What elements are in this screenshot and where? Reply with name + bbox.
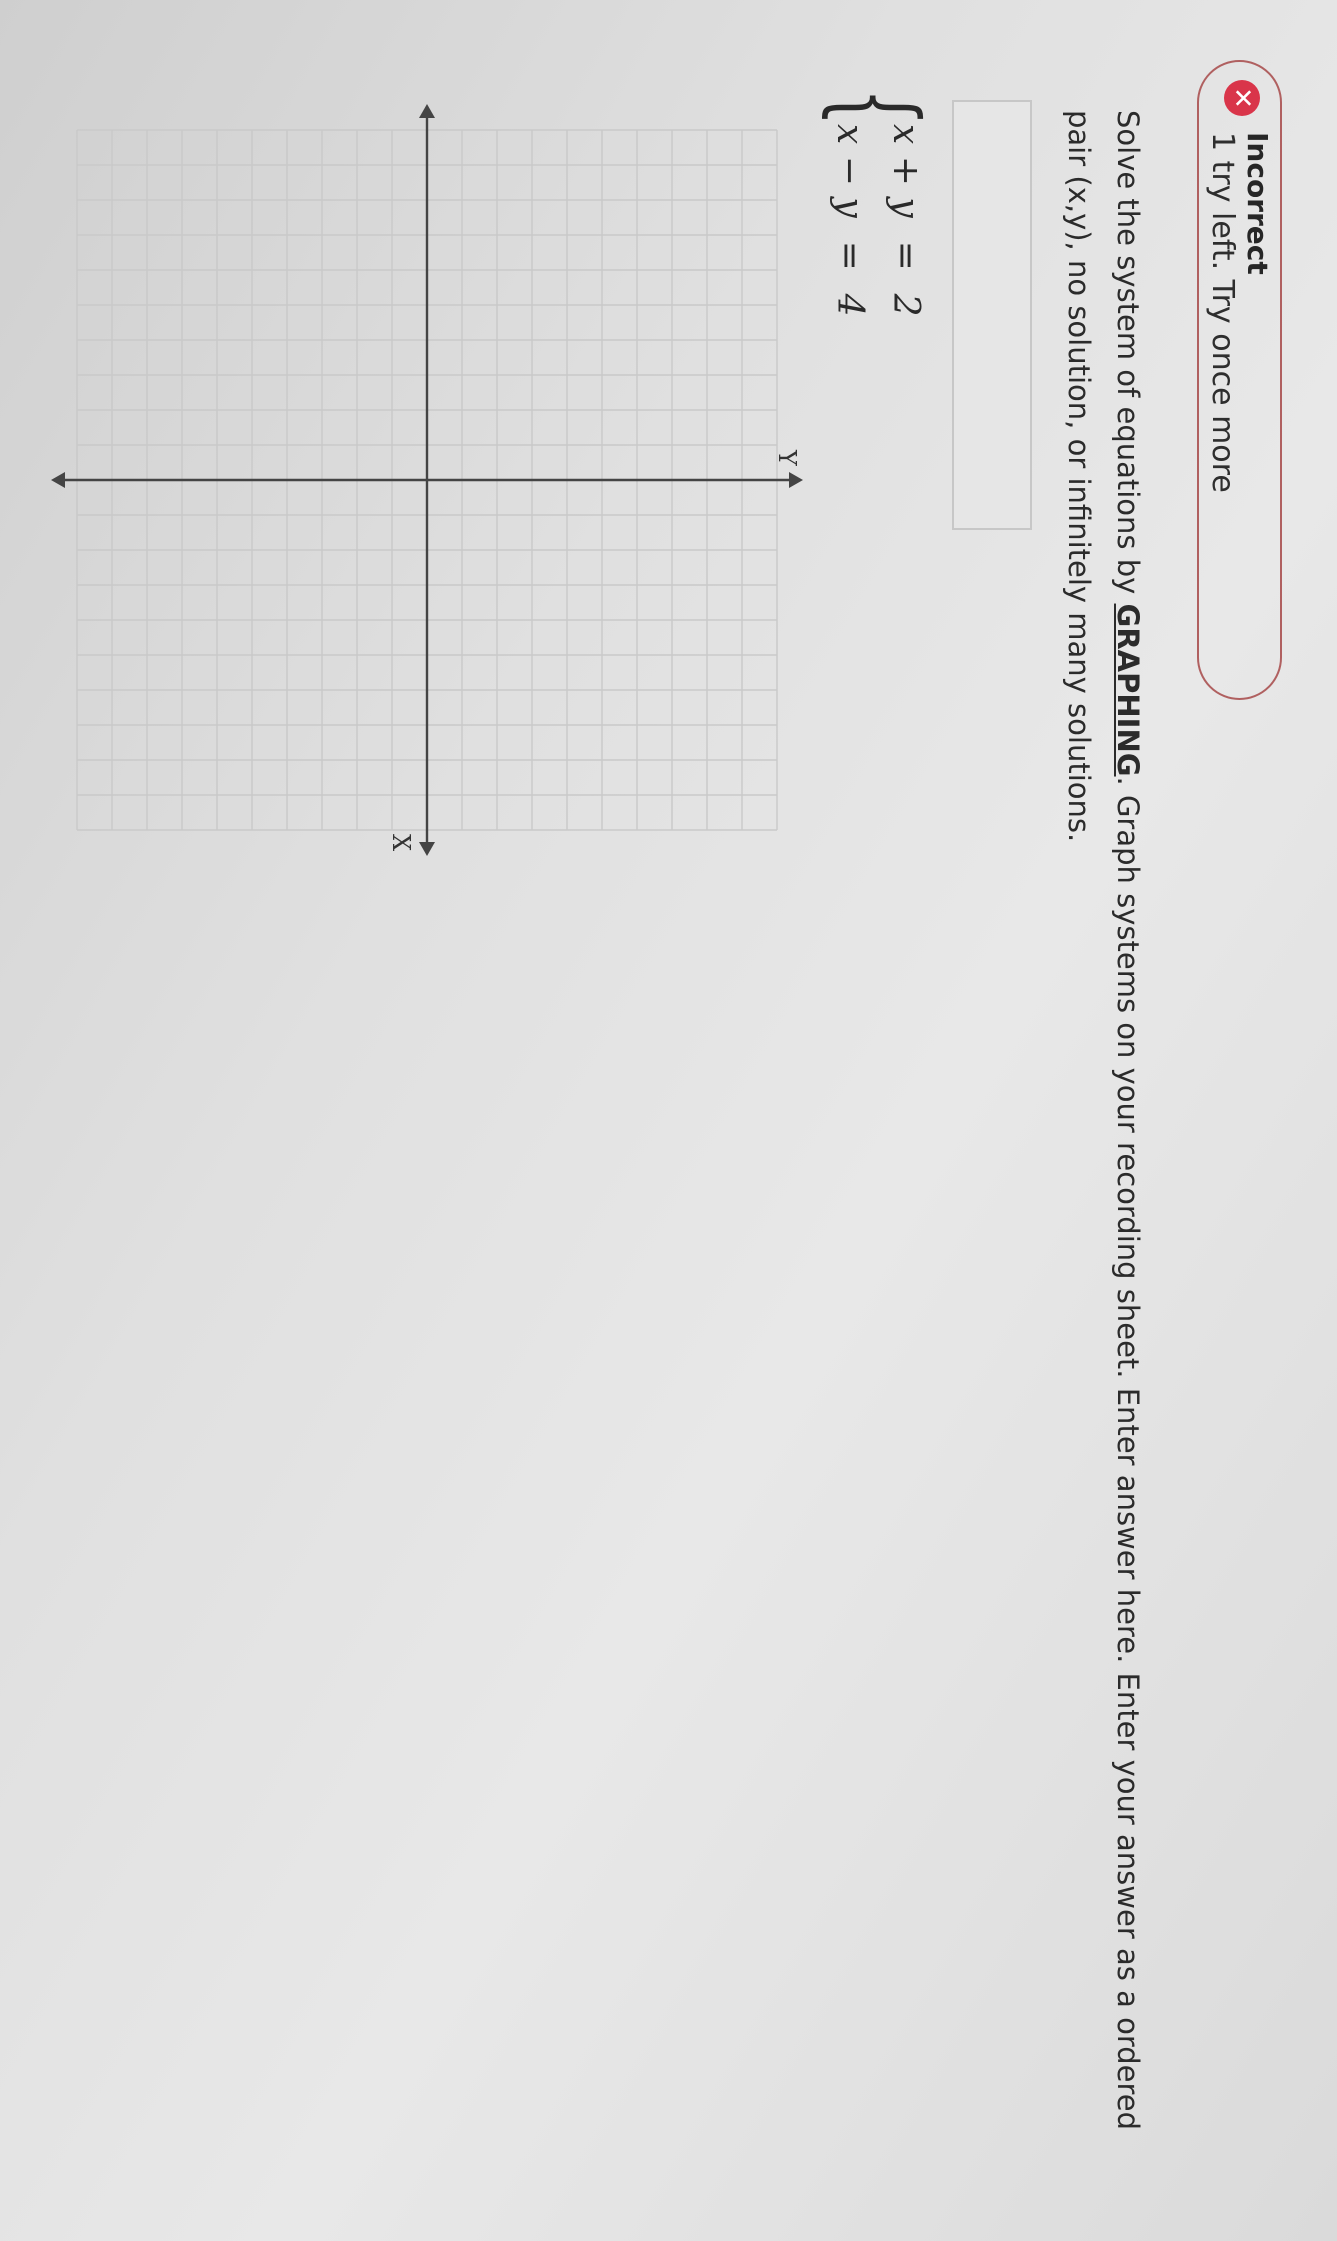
x-circle-icon: ✕ xyxy=(1224,80,1260,116)
x-axis-arrow-right xyxy=(419,842,435,856)
feedback-subtitle: 1 try left. Try once more xyxy=(1205,132,1240,493)
answer-input[interactable] xyxy=(952,100,1032,530)
equation-system xyxy=(812,88,942,348)
equation-1: x + y = 2 xyxy=(885,124,926,317)
instructions-part-1: Solve the system of equations by xyxy=(1111,110,1145,604)
y-axis-arrow-up xyxy=(789,472,803,488)
feedback-title: Incorrect xyxy=(1241,132,1274,275)
question-instructions xyxy=(1054,110,1152,2160)
instructions-emphasis: GRAPHING xyxy=(1111,603,1145,777)
y-axis-arrow-down xyxy=(51,472,65,488)
x-axis-label: X xyxy=(387,834,415,852)
feedback-banner xyxy=(1197,60,1282,700)
y-axis-label: Y xyxy=(773,450,801,466)
x-axis-arrow-left xyxy=(419,104,435,118)
equation-2: x − y = 4 xyxy=(829,124,870,317)
instructions-part-2: . Graph systems on your recording sheet. Enter answer here. Enter your answer as a ordered pair (x,y), no solution, or infinitely many solutions. xyxy=(1062,110,1145,2131)
coordinate-grid[interactable] xyxy=(27,100,807,880)
axes xyxy=(51,104,803,856)
system-brace: { xyxy=(814,88,942,127)
